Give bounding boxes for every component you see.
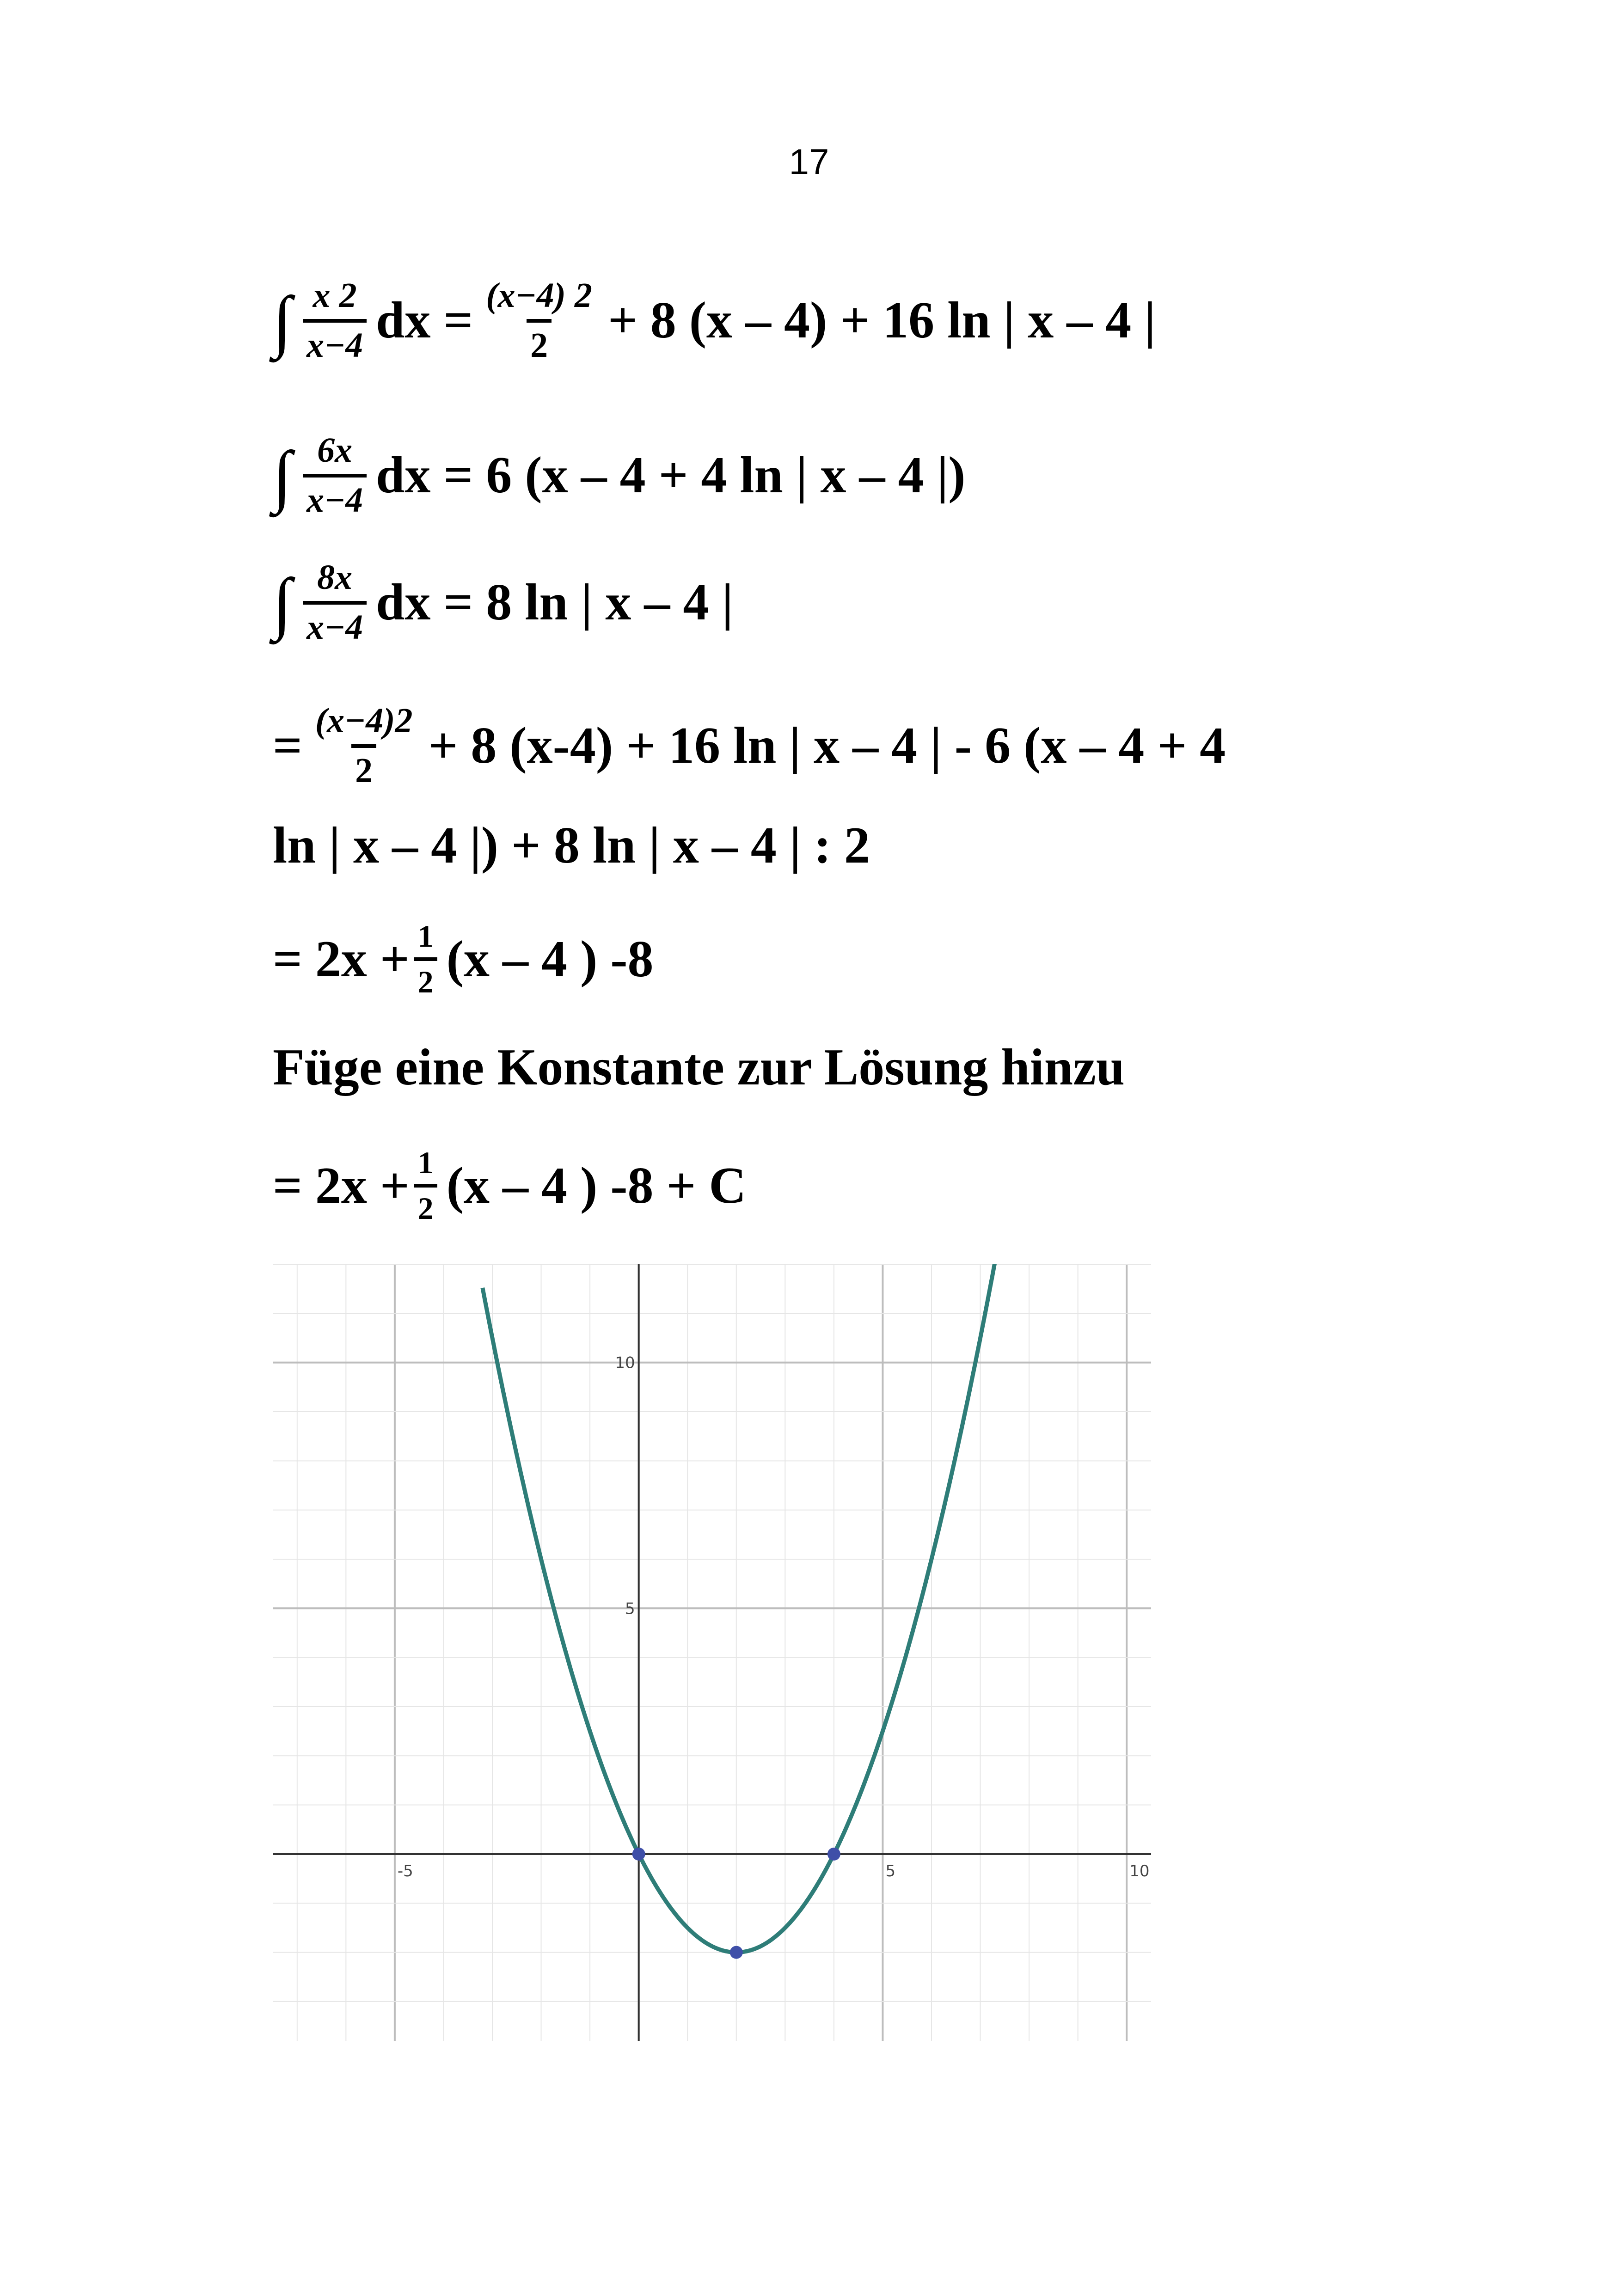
integral-line-3 <box>273 559 733 646</box>
combined-line-2 <box>273 816 870 876</box>
result-fraction <box>482 277 596 364</box>
equation-text: (x – 4 ) -8 + C <box>446 1157 747 1214</box>
x-tick-label: 5 <box>885 1861 896 1880</box>
integrand-fraction <box>303 559 367 646</box>
combined-fraction <box>312 703 417 790</box>
half-fraction <box>414 1146 437 1225</box>
fraction-denominator: 2 <box>414 957 437 998</box>
integral-sign: ∫ <box>273 282 292 359</box>
y-tick-label: 5 <box>625 1599 635 1618</box>
fraction-numerator: 8x <box>317 558 353 597</box>
fraction-numerator: 1 <box>417 1145 434 1180</box>
function-graph <box>273 1264 1151 2041</box>
fraction-numerator: 1 <box>417 918 434 954</box>
equation-text: dx = <box>376 292 473 349</box>
integrand-fraction <box>303 432 367 519</box>
half-fraction <box>414 920 437 999</box>
fraction-numerator: (x−4) 2 <box>486 276 592 315</box>
page-number: 17 <box>789 141 829 182</box>
curve-point <box>632 1848 645 1861</box>
integral-line-1 <box>273 277 1156 364</box>
section-heading: Füge eine Konstante zur Lösung hinzu <box>273 1039 1125 1096</box>
fraction-numerator: x 2 <box>313 276 357 315</box>
simplified-line <box>273 920 654 999</box>
equation-text: (x – 4 ) -8 <box>446 930 654 988</box>
fraction-numerator: (x−4)2 <box>315 701 413 740</box>
curve-point <box>827 1848 840 1861</box>
equation-text: dx = 8 ln | x – 4 | <box>376 574 733 631</box>
fraction-denominator: x−4 <box>303 474 367 519</box>
x-tick-label: 10 <box>1129 1861 1150 1880</box>
x-tick-label: -5 <box>397 1861 413 1880</box>
y-tick-label: 10 <box>615 1353 635 1372</box>
equation-text: = 2x + <box>273 1157 410 1214</box>
fraction-denominator: 2 <box>527 319 552 364</box>
fraction-numerator: 6x <box>317 431 353 470</box>
equation-text: = 2x + <box>273 930 410 988</box>
fraction-denominator: 2 <box>351 744 376 790</box>
equation-text: + 8 (x – 4) + 16 ln | x – 4 | <box>607 292 1156 349</box>
fraction-denominator: x−4 <box>303 319 367 364</box>
fraction-denominator: x−4 <box>303 601 367 646</box>
equation-text: + 8 (x-4) + 16 ln | x – 4 | - 6 (x – 4 + 4 <box>428 717 1226 775</box>
final-line <box>273 1146 746 1225</box>
equation-text: dx = 6 (x – 4 + 4 ln | x – 4 |) <box>376 447 966 504</box>
combined-line-1 <box>273 703 1226 790</box>
integral-sign: ∫ <box>273 564 292 641</box>
equation-text: ln | x – 4 |) + 8 ln | x – 4 | : 2 <box>273 817 870 874</box>
integrand-fraction <box>303 277 367 364</box>
integral-line-2 <box>273 432 965 519</box>
integral-sign: ∫ <box>273 437 292 514</box>
fraction-denominator: 2 <box>414 1184 437 1225</box>
curve-point <box>730 1946 743 1959</box>
equals-sign: = <box>273 717 302 775</box>
